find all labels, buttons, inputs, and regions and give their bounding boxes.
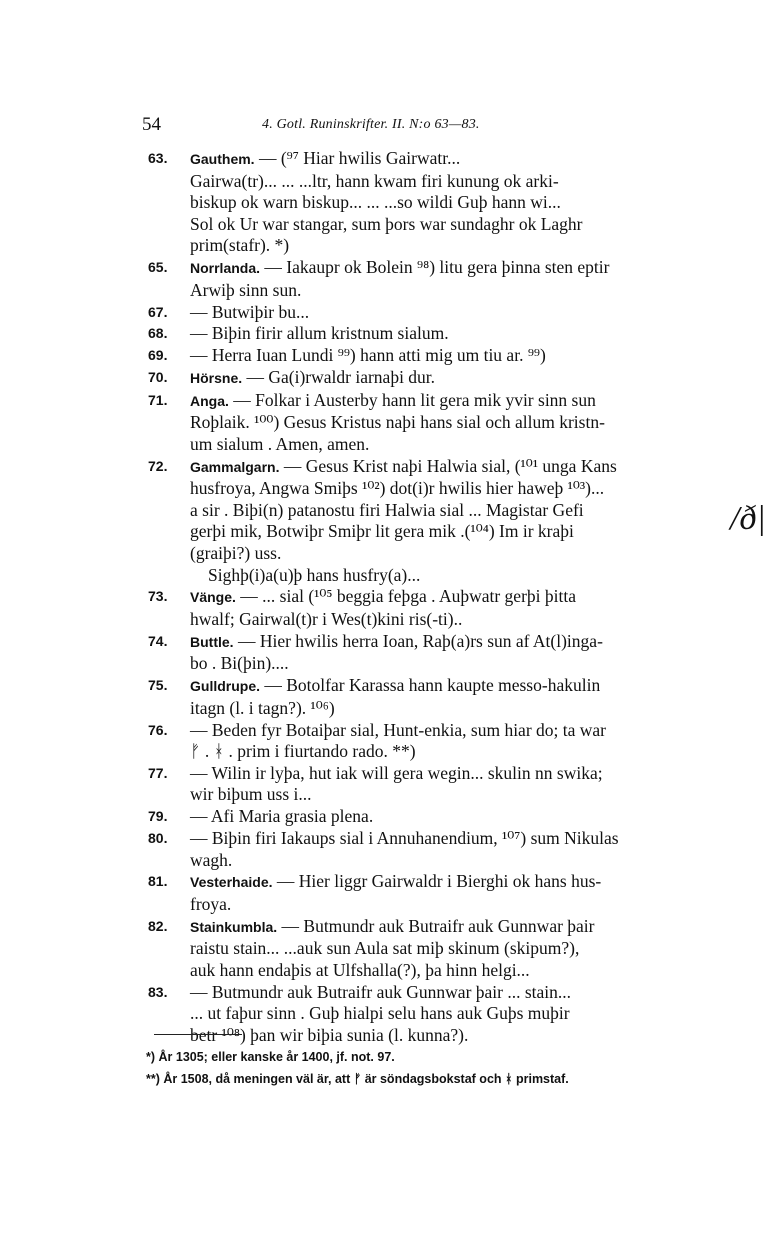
entry-line (190, 434, 722, 456)
entry-number: 80. (148, 830, 168, 847)
entry-line (190, 806, 722, 828)
footnote: **) År 1508, då meningen väl är, att ᚠ är söndagsbokstaf och ᚼ primstaf. (146, 1072, 569, 1086)
entry-text: Sol ok Ur war stangar, sum þors war sundaghr ok Laghr (190, 213, 583, 234)
place-name: Gauthem. (190, 151, 255, 167)
entry-text: Arwiþ sinn sun. (190, 279, 302, 300)
place-name: Anga. (190, 392, 229, 409)
entry-line (190, 478, 722, 500)
inscription-entry (148, 763, 722, 806)
inscription-entry (148, 828, 722, 871)
entry-text: husfroya, Angwa Smiþs ¹⁰²) dot(i)r hwilis hier haweþ ¹⁰³)... (190, 478, 605, 499)
place-name: Vänge. (190, 589, 236, 606)
inscription-entry (148, 323, 722, 345)
place-name: Buttle. (190, 633, 234, 650)
entry-text: — Botolfar Karassa hann kaupte messo-hakulin (260, 675, 601, 696)
entry-line (190, 763, 722, 785)
entry-line (190, 675, 722, 698)
margin-annotation: /ð| (730, 500, 766, 537)
entry-text: — Butmundr auk Butraifr auk Gunnwar þair (277, 915, 595, 936)
entry-line (190, 257, 722, 280)
entry-text: itagn (l. i tagn?). ¹⁰⁶) (190, 697, 335, 718)
footnote: *) År 1305; eller kanske år 1400, jf. not. 97. (146, 1050, 395, 1064)
page-header (0, 114, 784, 138)
inscription-entry (148, 148, 722, 257)
inscription-list (148, 148, 722, 1047)
entry-line (190, 850, 722, 872)
entry-line (190, 653, 722, 675)
entry-text: — Ga(i)rwaldr iarnaþi dur. (242, 366, 436, 387)
entry-text: — ... sial (¹⁰⁵ beggia feþga . Auþwatr gerþi þitta (235, 586, 576, 607)
entry-text: prim(stafr). *) (190, 235, 290, 256)
entry-text: betr ¹⁰⁸) þan wir biþia sunia (l. kunna?). (190, 1024, 469, 1045)
entry-line (190, 982, 722, 1004)
entry-line (190, 894, 722, 916)
inscription-entry (148, 456, 722, 587)
inscription-entry (148, 982, 722, 1047)
place-name: Vesterhaide. (190, 874, 273, 891)
entry-text: froya. (190, 894, 232, 914)
inscription-entry (148, 345, 722, 367)
entry-text: — Wilin ir lyþa, hut iak will gera wegin... skulin nn swika; (190, 762, 603, 783)
entry-text: — Biþin firi Iakaups sial i Annuhanendium, ¹⁰⁷) sum Nikulas (190, 828, 619, 849)
place-name: Stainkumbla. (190, 918, 278, 935)
entry-extra-line: Sighþ(i)a(u)þ hans husfry(a)... (208, 564, 421, 585)
entry-line (190, 192, 722, 214)
entry-number: 71. (148, 391, 168, 408)
entry-text: — Folkar i Austerby hann lit gera mik yvir sinn sun (228, 389, 596, 410)
entry-number: 77. (148, 764, 168, 781)
entry-text: biskup ok warn biskup... ... ...so wildi Guþ hann wi... (190, 192, 561, 213)
entry-line (190, 741, 722, 763)
entry-line (190, 1003, 722, 1025)
entry-line (190, 345, 722, 367)
entry-number: 63. (148, 150, 168, 166)
entry-number: 73. (148, 588, 168, 605)
inscription-entry (148, 367, 722, 390)
entry-text: auk hann endaþis at Ulfshalla(?), þa hinn helgi... (190, 959, 530, 980)
entry-line (190, 390, 722, 413)
place-name: Norrlanda. (190, 260, 261, 277)
entry-text: Roþlaik. ¹⁰⁰) Gesus Kristus naþi hans sial och allum kristn- (190, 412, 605, 433)
entry-line (190, 367, 722, 390)
entry-text: wagh. (190, 849, 233, 870)
entry-text: a sir . Biþi(n) patanostu firi Halwia sial ... Magistar Gefi (190, 499, 584, 520)
entry-text: ᚠ . ᚼ . prim i fiurtando rado. **) (190, 741, 416, 762)
entry-text: (graiþi?) uss. (190, 543, 282, 563)
inscription-entry (148, 871, 722, 915)
entry-text: — Beden fyr Botaiþar sial, Hunt-enkia, sum hiar do; ta war (190, 719, 607, 740)
entry-number: 81. (148, 873, 168, 890)
entry-line (190, 323, 722, 345)
footnote-divider (154, 1034, 242, 1035)
entry-text: — Herra Iuan Lundi ⁹⁹) hann atti mig um tiu ar. ⁹⁹) (190, 345, 546, 366)
place-name: Gammalgarn. (190, 458, 280, 475)
entry-line (190, 280, 722, 302)
entry-text: — Hier liggr Gairwaldr i Bierghi ok hans hus- (272, 871, 602, 892)
entry-number: 75. (148, 677, 168, 694)
entry-line (190, 412, 722, 434)
inscription-entry (148, 916, 722, 982)
entry-text: raistu stain... ...auk sun Aula sat miþ skinum (skipum?), (190, 938, 580, 959)
entry-text: — Afi Maria grasia plena. (190, 806, 374, 827)
running-title: 4. Gotl. Runinskrifter. II. N:o 63—83. (262, 117, 480, 132)
page-number: 54 (142, 114, 161, 135)
entry-line (190, 720, 722, 742)
inscription-entry (148, 631, 722, 675)
inscription-entry (148, 302, 722, 324)
entry-line (190, 960, 722, 982)
entry-line (190, 521, 722, 543)
footnotes (146, 1046, 746, 1090)
entry-text: — Hier hwilis herra Ioan, Raþ(a)rs sun af At(l)inga- (233, 630, 603, 651)
entry-text: gerþi mik, Botwiþr Smiþr lit gera mik .(¹⁰⁴) Im ir kraþi (190, 521, 574, 542)
entry-line (190, 784, 722, 806)
entry-line (190, 1025, 722, 1047)
entry-line (190, 916, 722, 939)
entry-line (190, 456, 722, 479)
entry-line (190, 500, 722, 522)
entry-line (190, 148, 722, 171)
entry-text: — Gesus Krist naþi Halwia sial, (¹⁰¹ unga Kans (279, 455, 617, 476)
entry-number: 82. (148, 917, 168, 934)
entry-line (190, 938, 722, 960)
entry-text: hwalf; Gairwal(t)r i Wes(t)kini ris(-ti).. (190, 608, 463, 629)
entry-line (190, 171, 722, 193)
entry-number: 72. (148, 457, 168, 474)
entry-number: 76. (148, 721, 168, 738)
entry-line (190, 828, 722, 850)
entry-number: 65. (148, 259, 168, 276)
entry-text: ... ut faþur sinn . Guþ hialpi selu hans auk Guþs muþir (190, 1003, 570, 1024)
inscription-entry (148, 390, 722, 456)
place-name: Gulldrupe. (190, 678, 260, 695)
entry-number: 69. (148, 347, 168, 364)
entry-line (190, 302, 722, 324)
entry-line (190, 235, 722, 257)
inscription-entry (148, 257, 722, 301)
place-name: Hörsne. (190, 369, 243, 386)
entry-number: 70. (148, 368, 168, 385)
entry-number: 67. (148, 303, 168, 320)
inscription-entry (148, 806, 722, 828)
entry-number: 74. (148, 632, 168, 649)
entry-text: Gairwa(tr)... ... ...ltr, hann kwam firi kunung ok arki- (190, 170, 559, 191)
inscription-entry (148, 675, 722, 719)
inscription-entry (148, 586, 722, 630)
entry-line (190, 698, 722, 720)
entry-text: wir biþum uss i... (190, 784, 312, 805)
entry-number: 68. (148, 325, 168, 342)
entry-text: — (⁹⁷ Hiar hwilis Gairwatr... (254, 148, 461, 168)
entry-line (190, 543, 722, 565)
entry-text: — Biþin firir allum kristnum sialum. (190, 323, 449, 344)
entry-text: — Butmundr auk Butraifr auk Gunnwar þair ... stain... (190, 981, 572, 1002)
entry-text: bo . Bi(þin).... (190, 653, 289, 674)
entry-number: 83. (148, 983, 168, 1000)
entry-line (190, 586, 722, 609)
entry-line (190, 631, 722, 654)
entry-text: — Iakaupr ok Bolein ⁹⁸) litu gera þinna sten eptir (260, 257, 610, 278)
entry-line (190, 871, 722, 894)
entry-text: um sialum . Amen, amen. (190, 433, 370, 454)
entry-line (190, 214, 722, 236)
entry-text: — Butwiþir bu... (190, 301, 310, 322)
inscription-entry (148, 720, 722, 763)
entry-line (190, 609, 722, 631)
entry-number: 79. (148, 808, 168, 825)
